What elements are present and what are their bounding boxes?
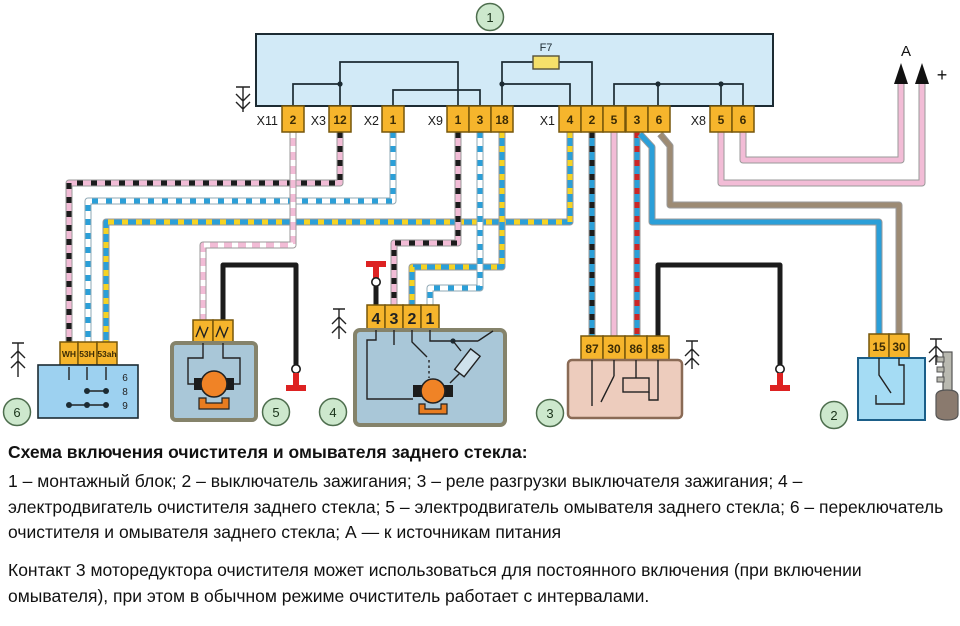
ignition-pin-15: 15 xyxy=(872,340,886,354)
connector-label-x2: X2 xyxy=(363,114,379,128)
ground-screw-wiper xyxy=(366,261,386,286)
power-arrow-plus-icon xyxy=(915,63,929,84)
block-connectors xyxy=(257,106,754,132)
pin-x1-5: 5 xyxy=(610,113,618,127)
badge-5: 5 xyxy=(272,405,280,420)
motor-rotor-icon xyxy=(421,379,445,403)
caption-note: Контакт 3 моторедуктора очистителя может использоваться для постоянного включения (при включении омывателя), при этом в обычном режиме очиститель работает с интервалами. xyxy=(8,560,862,606)
connector-label-x3: X3 xyxy=(310,114,326,128)
switch-pin-wh: WH xyxy=(61,349,77,359)
connector-label-x11: X11 xyxy=(256,114,278,128)
ground-screw-washer xyxy=(286,365,306,391)
washer-motor xyxy=(172,320,256,420)
caption-title: Схема включения очистителя и омывателя заднего стекла: xyxy=(8,442,528,462)
caption xyxy=(0,440,960,610)
badge-3: 3 xyxy=(546,406,554,421)
power-arrow-icon xyxy=(894,63,908,84)
badge-2: 2 xyxy=(830,408,838,423)
ground-icon-relay xyxy=(685,341,699,369)
switch-pos-8: 8 xyxy=(122,387,128,398)
wiper-pin-2: 2 xyxy=(407,311,417,328)
pin-x8-5: 5 xyxy=(717,113,725,127)
pin-x9-1: 1 xyxy=(454,113,462,127)
switch-pos-6: 6 xyxy=(122,373,128,384)
rear-wiper-switch xyxy=(38,342,138,418)
power-plus-label: + xyxy=(936,65,948,85)
wiper-pin-1: 1 xyxy=(425,311,435,328)
ground-icon-block xyxy=(236,87,250,112)
wiper-motor xyxy=(355,305,505,425)
pin-x1-6: 6 xyxy=(655,113,663,127)
ground-screw-relay xyxy=(770,365,790,391)
connector-label-x8: X8 xyxy=(690,114,706,128)
connector-label-x9: X9 xyxy=(427,114,443,128)
power-source xyxy=(894,43,947,85)
key-icon xyxy=(936,352,958,420)
ground-icon-wiper xyxy=(332,309,346,339)
pin-x1-3: 3 xyxy=(633,113,641,127)
ignition-switch xyxy=(858,334,925,420)
switch-pin-53ah: 53ah xyxy=(97,349,117,359)
pin-x2-1: 1 xyxy=(389,113,397,127)
mounting-block xyxy=(256,34,773,106)
fuse-label: F7 xyxy=(539,42,553,54)
wiper-pin-3: 3 xyxy=(389,311,399,328)
caption-legend: 1 – монтажный блок; 2 – выключатель зажигания; 3 – реле разгрузки выключателя зажигания; 4 – электродвигатель очистителя заднего стекла; 5 – электродвигатель омывателя заднего стекла; 6 – переключатель очистителя и омывателя заднего стекла; А — к источникам питания xyxy=(8,471,944,543)
switch-pos-9: 9 xyxy=(122,401,128,412)
badge-1: 1 xyxy=(486,10,494,25)
badge-4: 4 xyxy=(329,405,337,420)
pin-x1-2: 2 xyxy=(588,113,596,127)
relay-pin-85: 85 xyxy=(651,342,665,356)
relay-pin-86: 86 xyxy=(629,342,643,356)
switch-pin-53h: 53H xyxy=(79,349,95,359)
pin-x11-2: 2 xyxy=(289,113,297,127)
power-label: A xyxy=(900,43,912,60)
pin-x1-4: 4 xyxy=(566,113,574,127)
ignition-relief-relay xyxy=(568,336,682,418)
wiper-pin-4: 4 xyxy=(371,311,381,328)
pin-x3-12: 12 xyxy=(333,113,347,127)
badge-6: 6 xyxy=(13,405,21,420)
connector-label-x1: X1 xyxy=(539,114,555,128)
relay-pin-87: 87 xyxy=(585,342,599,356)
ignition-pin-30: 30 xyxy=(892,340,906,354)
pin-x9-18: 18 xyxy=(495,113,509,127)
relay-pin-30: 30 xyxy=(607,342,621,356)
ground-icon-switch xyxy=(11,343,25,377)
pin-x8-6: 6 xyxy=(739,113,747,127)
motor-rotor-icon xyxy=(201,371,227,397)
pin-x9-3: 3 xyxy=(476,113,484,127)
